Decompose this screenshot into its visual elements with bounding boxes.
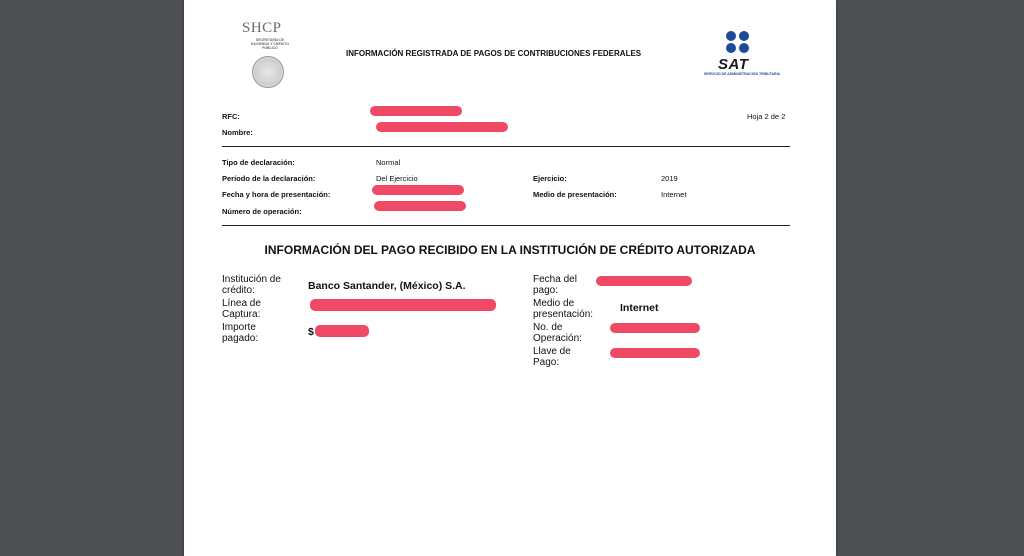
document-page bbox=[184, 0, 836, 556]
linea-captura-label: Línea de Captura: bbox=[222, 298, 261, 320]
numero-operacion-pago-label: No. de Operación: bbox=[533, 322, 582, 344]
linea-captura-redaction bbox=[310, 299, 496, 311]
importe-label: Importe pagado: bbox=[222, 322, 259, 344]
numero-operacion-pago-redaction bbox=[610, 323, 700, 333]
numero-operacion-label: Número de operación: bbox=[222, 207, 302, 216]
tipo-declaracion-value: Normal bbox=[376, 158, 401, 167]
fecha-presentacion-label: Fecha y hora de presentación: bbox=[222, 190, 331, 199]
periodo-value: Del Ejercicio bbox=[376, 174, 418, 183]
document-title: INFORMACIÓN REGISTRADA DE PAGOS DE CONTRIBUCIONES FEDERALES bbox=[346, 49, 642, 58]
institucion-value: Banco Santander, (México) S.A. bbox=[308, 280, 466, 292]
fecha-presentacion-redaction bbox=[372, 185, 464, 195]
nombre-label: Nombre: bbox=[222, 128, 253, 137]
sat-logo-text: SAT bbox=[718, 56, 749, 73]
medio-pago-label: Medio de presentación: bbox=[533, 298, 594, 320]
divider-2 bbox=[222, 225, 790, 226]
rfc-label: RFC: bbox=[222, 112, 240, 121]
medio-pago-value: Internet bbox=[620, 302, 659, 314]
shcp-subtitle: SECRETARÍA DE HACIENDA Y CRÉDITO PÚBLICO bbox=[250, 38, 290, 50]
ejercicio-value: 2019 bbox=[661, 174, 678, 183]
shcp-logo-text: SHCP bbox=[242, 20, 282, 36]
institucion-label: Institución de crédito: bbox=[222, 274, 281, 296]
page-number: Hoja 2 de 2 bbox=[747, 112, 786, 121]
ejercicio-label: Ejercicio: bbox=[533, 174, 567, 183]
sat-subtitle: SERVICIO DE ADMINISTRACIÓN TRIBUTARIA bbox=[703, 72, 781, 76]
numero-operacion-redaction bbox=[374, 201, 466, 211]
periodo-label: Período de la declaración: bbox=[222, 174, 316, 183]
medio-presentacion-value: Internet bbox=[661, 190, 687, 199]
payment-section-title: INFORMACIÓN DEL PAGO RECIBIDO EN LA INSTITUCIÓN DE CRÉDITO AUTORIZADA bbox=[264, 243, 756, 257]
fecha-pago-label: Fecha del pago: bbox=[533, 274, 577, 296]
medio-presentacion-label: Medio de presentación: bbox=[533, 190, 617, 199]
nombre-redaction bbox=[376, 122, 508, 132]
national-seal-icon bbox=[252, 56, 284, 88]
llave-pago-label: Llave de Pago: bbox=[533, 346, 571, 368]
fecha-pago-redaction bbox=[596, 276, 692, 286]
importe-redaction bbox=[315, 325, 369, 337]
divider-1 bbox=[222, 146, 790, 147]
importe-prefix: $ bbox=[308, 326, 314, 338]
sat-logo-icon bbox=[726, 31, 750, 55]
rfc-redaction bbox=[370, 106, 462, 116]
llave-pago-redaction bbox=[610, 348, 700, 358]
tipo-declaracion-label: Tipo de declaración: bbox=[222, 158, 295, 167]
